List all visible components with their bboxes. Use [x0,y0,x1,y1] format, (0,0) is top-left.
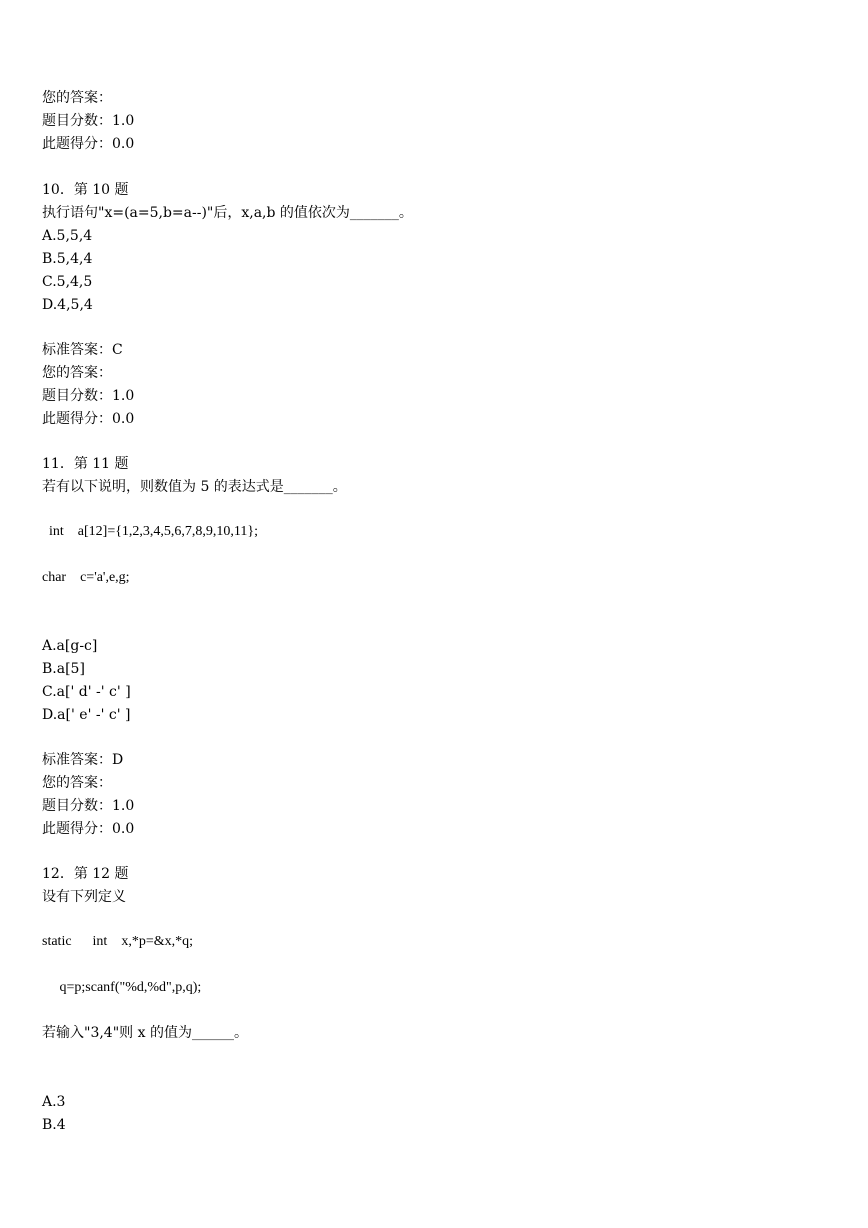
q10-full-score: 题目分数：1.0 [42,388,135,404]
q10-std-answer: 标准答案：C [42,342,123,358]
q12-option-a: A.3 [42,1094,66,1110]
q12-code-line-2: q=p;scanf("%d,%d",p,q); [42,980,202,995]
prev-got-score: 此题得分：0.0 [42,136,135,152]
q12-stem: 设有下列定义 [42,889,126,905]
q11-std-answer: 标准答案：D [42,752,124,768]
q10-option-d: D.4,5,4 [42,297,93,313]
q10-stem: 执行语句"x=(a=5,b=a--)"后，x,a,b 的值依次为_______。 [42,205,413,221]
prev-your-answer: 您的答案： [42,90,112,106]
q10-option-c: C.5,4,5 [42,274,93,290]
q12-option-b: B.4 [42,1117,66,1133]
q12-code-line-1: static int x,*p=&x,*q; [42,934,193,949]
q11-option-d: D.a[' e' -' c' ] [42,707,131,723]
q12-question: 若输入"3,4"则 x 的值为______。 [42,1025,248,1041]
prev-full-score: 题目分数：1.0 [42,113,135,129]
q11-code-line-1: int a[12]={1,2,3,4,5,6,7,8,9,10,11}; [42,524,259,539]
q10-your-answer: 您的答案： [42,365,112,381]
q11-option-c: C.a[' d' -' c' ] [42,684,131,700]
q11-code-line-2: char c='a',e,g; [42,570,130,585]
q11-option-a: A.a[g-c] [42,638,98,654]
q11-stem: 若有以下说明，则数值为 5 的表达式是_______。 [42,479,347,495]
q10-title: 10．第 10 题 [42,182,129,198]
q11-your-answer: 您的答案： [42,775,112,791]
q10-got-score: 此题得分：0.0 [42,411,135,427]
q12-title: 12．第 12 题 [42,866,129,882]
q10-option-a: A.5,5,4 [42,228,93,244]
q10-option-b: B.5,4,4 [42,251,93,267]
q11-full-score: 题目分数：1.0 [42,798,135,814]
q11-title: 11．第 11 题 [42,456,129,472]
q11-option-b: B.a[5] [42,661,85,677]
q11-got-score: 此题得分：0.0 [42,821,135,837]
